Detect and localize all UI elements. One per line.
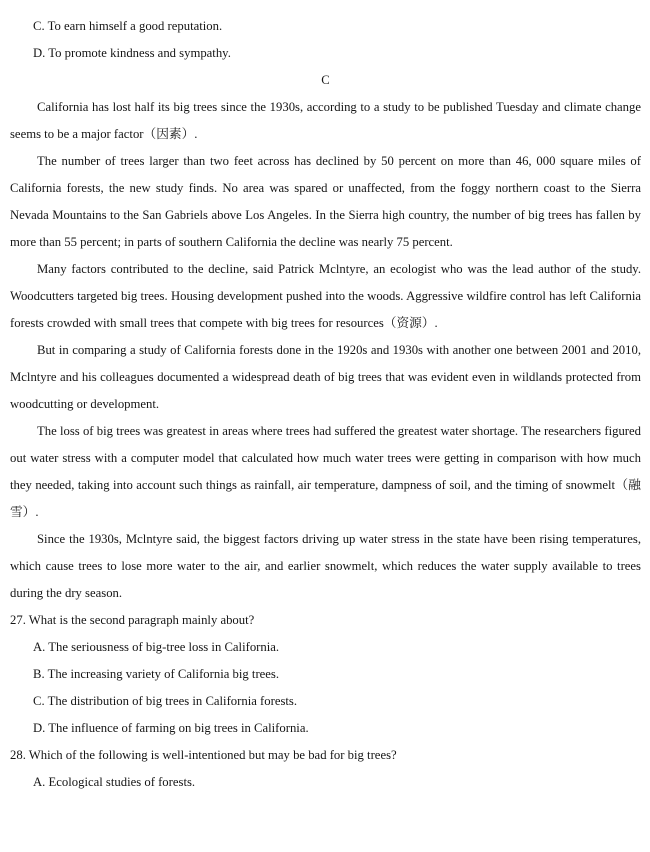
question-28-text: 28. Which of the following is well-intentioned but may be bad for big trees?: [10, 748, 397, 762]
question-28: [10, 742, 641, 796]
passage-paragraph-5: The loss of big trees was greatest in areas where trees had suffered the greatest water shortage. The researchers figured out water stress with a computer model that calculated how much water trees were getting in comparison with how much they needed, taking into account such things as rainfall, air temperature, dampness of soil, and the timing of snowmelt（融雪）.: [10, 424, 641, 519]
question-27-option-c: C. The distribution of big trees in California forests.: [33, 694, 298, 708]
question-28-option-a: A. Ecological studies of forests.: [33, 775, 196, 789]
prev-question-option-d: D. To promote kindness and sympathy.: [33, 46, 231, 60]
question-27-option-a: A. The seriousness of big-tree loss in California.: [33, 640, 280, 654]
passage-paragraph-6: Since the 1930s, Mclntyre said, the biggest factors driving up water stress in the state have been rising temperatures, which cause trees to lose more water to the air, and earlier snowmelt, which reduces the water supply available to trees during the dry season.: [10, 532, 641, 600]
question-27: [10, 607, 641, 742]
passage-section-heading: C: [321, 73, 330, 87]
passage-paragraph-1: California has lost half its big trees since the 1930s, according to a study to be published Tuesday and climate change seems to be a major factor（因素）.: [10, 100, 641, 141]
prev-question-option-c: C. To earn himself a good reputation.: [33, 19, 223, 33]
passage-paragraph-4: But in comparing a study of California forests done in the 1920s and 1930s with another one between 2001 and 2010, Mclntyre and his colleagues documented a widespread death of big trees that was evident even in wildlands protected from woodcutting or development.: [10, 343, 641, 411]
question-27-option-b: B. The increasing variety of California big trees.: [33, 667, 280, 681]
passage-paragraph-2: The number of trees larger than two feet across has declined by 50 percent on more than 46, 000 square miles of California forests, the new study finds. No area was spared or unaffected, from the foggy northern coast to the Sierra Nevada Mountains to the San Gabriels above Los Angeles. In the Sierra high country, the number of big trees has fallen by more than 55 percent; in parts of southern California the decline was nearly 75 percent.: [10, 154, 641, 249]
passage-paragraph-3: Many factors contributed to the decline, said Patrick Mclntyre, an ecologist who was the lead author of the study. Woodcutters targeted big trees. Housing development pushed into the woods. Aggressive wildfire control has left California forests crowded with small trees that compete with big trees for resources（资源）.: [10, 262, 641, 330]
question-27-option-d: D. The influence of farming on big trees in California.: [33, 721, 309, 735]
reading-passage: [10, 94, 641, 607]
question-27-text: 27. What is the second paragraph mainly about?: [10, 613, 255, 627]
